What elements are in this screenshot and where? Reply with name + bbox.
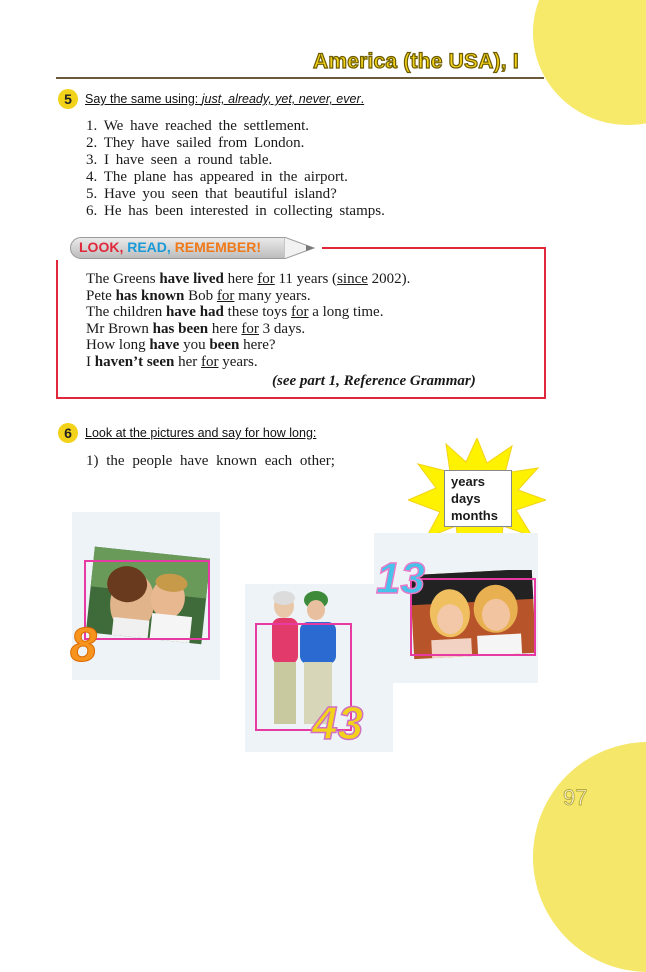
list-item: 3. I have seen a round table. xyxy=(86,152,273,168)
time-word: days xyxy=(451,491,481,506)
look-label: LOOK, xyxy=(79,239,124,255)
grammar-examples xyxy=(86,271,410,370)
instruction-tail: . xyxy=(360,92,365,106)
remember-label: REMEMBER! xyxy=(174,239,262,255)
page-number: 97 xyxy=(563,785,588,810)
reference-note: (see part 1, Reference Grammar) xyxy=(272,373,476,389)
example-line: The Greens have lived here for 11 years (since 2002). xyxy=(86,271,411,287)
corner-decoration-bottom xyxy=(533,742,646,972)
example-line: Mr Brown has been here for 3 days. xyxy=(86,320,306,337)
exercise-6-item: 1) the people have known each other; xyxy=(86,453,335,469)
list-item: 2. They have sailed from London. xyxy=(86,135,305,151)
example-line: Pete has known Bob for many years. xyxy=(86,287,311,304)
example-line: How long have you been here? xyxy=(86,337,276,353)
instruction-words: just, already, yet, never, ever xyxy=(201,92,361,106)
example-line: The children have had these toys for a long time. xyxy=(86,304,384,320)
unit-title: America (the USA), I xyxy=(313,50,519,73)
instruction-lead: Say the same using: xyxy=(85,92,202,106)
time-word: years xyxy=(451,474,485,489)
number-43: 43 xyxy=(312,697,364,749)
list-item: 1. We have reached the settlement. xyxy=(86,118,310,134)
pencil-label xyxy=(79,239,261,255)
time-word: months xyxy=(451,508,498,523)
pencil-lead-icon xyxy=(284,237,316,259)
example-line: I haven’t seen her for years. xyxy=(86,353,258,370)
title-divider xyxy=(56,77,544,79)
photo-frame xyxy=(410,578,536,656)
exercise-6-instruction: Look at the pictures and say for how long: xyxy=(85,426,317,440)
list-item: 5. Have you seen that beautiful island? xyxy=(86,186,337,202)
exercise-6-number: 6 xyxy=(58,423,78,443)
exercise-5-instruction xyxy=(85,92,364,106)
number-8: 8 xyxy=(70,619,97,672)
read-label: READ, xyxy=(127,239,171,255)
photo-frame xyxy=(84,560,210,640)
pencil-banner xyxy=(70,236,314,260)
list-item: 4. The plane has appeared in the airport. xyxy=(86,169,348,185)
number-13: 13 xyxy=(376,554,425,603)
exercise-5-number: 5 xyxy=(58,89,78,109)
corner-decoration-top xyxy=(533,0,646,125)
list-item: 6. He has been interested in collecting stamps. xyxy=(86,203,385,219)
exercise-5-list xyxy=(86,118,385,220)
time-words-box xyxy=(444,470,512,527)
